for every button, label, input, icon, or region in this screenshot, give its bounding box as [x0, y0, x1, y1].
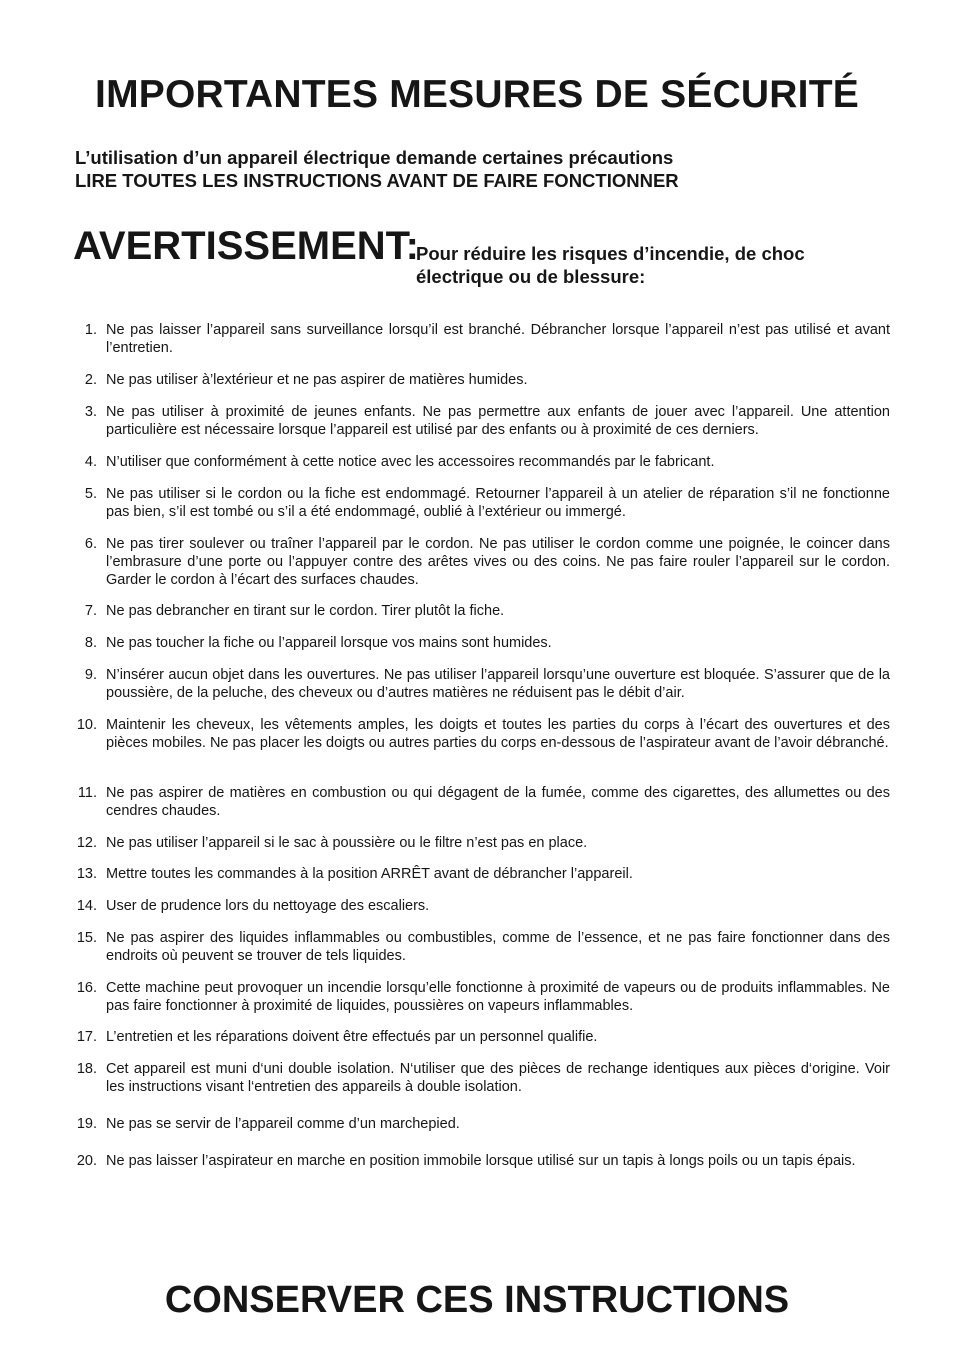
page-title: IMPORTANTES MESURES DE SÉCURITÉ	[95, 73, 859, 116]
item-number: 20.	[76, 1153, 97, 1169]
list-item	[60, 403, 890, 439]
warning-line-2: électrique ou de blessure:	[416, 266, 646, 287]
item-number: 19.	[76, 1116, 97, 1132]
item-number: 15.	[76, 930, 97, 946]
list-item	[60, 1152, 890, 1170]
list-item	[60, 1060, 890, 1096]
list-item	[60, 865, 890, 883]
item-text: Cette machine peut provoquer un incendie lorsqu’elle fonctionne à proximité de vapeurs ou de produits inflammables. Ne pas faire fonctionner à proximité de liquides, poussières on vapeurs inflammables.	[106, 980, 890, 1015]
list-item	[60, 716, 890, 752]
item-number: 4.	[84, 454, 97, 470]
list-item	[60, 634, 890, 652]
item-text: Mettre toutes les commandes à la position ARRÊT avant de débrancher l’appareil.	[106, 866, 633, 882]
intro-block	[75, 146, 679, 192]
item-number: 18.	[76, 1061, 97, 1077]
item-number: 13.	[76, 866, 97, 882]
list-item	[60, 666, 890, 702]
item-text: N’utiliser que conformément à cette notice avec les accessoires recommandés par le fabricant.	[106, 454, 715, 470]
item-text: Ne pas tirer soulever ou traîner l’appareil par le cordon. Ne pas utiliser le cordon comme une poignée, le coincer dans l’embrasure d’une porte ou l’appuyer contre des arêtes vives ou des coins. Ne pas faire rouler l’appareil sur le cordon. Garder le cordon à l’écart des surfaces chaudes.	[106, 536, 890, 589]
item-text: Ne pas utiliser si le cordon ou la fiche est endommagé. Retourner l’appareil à un atelier de réparation s’il ne fonctionne pas bien, s’il est tombé ou s’il a été endommagé, oublié à l’extérieur ou immergé.	[106, 486, 890, 521]
warning-label: AVERTISSEMENT:	[73, 224, 419, 268]
item-text: N’insérer aucun objet dans les ouvertures. Ne pas utiliser l’appareil lorsqu’une ouverture est bloquée. S’assurer que de la poussière, de la peluche, des cheveux ou d’autres matières ne réduisent pas le débit d’air.	[106, 667, 890, 702]
item-number: 14.	[76, 898, 97, 914]
item-text: Ne pas debrancher en tirant sur le cordon. Tirer plutôt la fiche.	[106, 603, 505, 619]
item-text: Ne pas toucher la fiche ou l’appareil lorsque vos mains sont humides.	[106, 635, 552, 651]
footer-heading: CONSERVER CES INSTRUCTIONS	[164, 1279, 790, 1321]
item-text: Maintenir les cheveux, les vêtements amples, les doigts et toutes les parties du corps à l’écart des ouvertures et des pièces mobiles. Ne pas placer les doigts ou autres parties du corps en-dessous de l’aspirateur avant de l’avoir débranché.	[106, 717, 890, 752]
item-number: 9.	[84, 667, 97, 683]
list-item	[60, 321, 890, 357]
item-text: Ne pas utiliser l’appareil si le sac à poussière ou le filtre n’est pas en place.	[106, 835, 588, 851]
item-number: 16.	[76, 980, 97, 996]
item-text: Ne pas se servir de l’appareil comme d’un marchepied.	[106, 1116, 460, 1132]
intro-line-2: LIRE TOUTES LES INSTRUCTIONS AVANT DE FAIRE FONCTIONNER	[75, 170, 679, 191]
item-number: 7.	[84, 603, 97, 619]
item-text: L’entretien et les réparations doivent être effectués par un personnel qualifie.	[106, 1029, 598, 1045]
item-number: 5.	[84, 486, 97, 502]
item-text: Ne pas utiliser à’lextérieur et ne pas aspirer de matières humides.	[106, 372, 528, 388]
item-text: User de prudence lors du nettoyage des escaliers.	[106, 898, 430, 914]
list-item	[60, 784, 890, 820]
item-number: 10.	[76, 717, 97, 733]
item-text: Ne pas laisser l’aspirateur en marche en position immobile lorsque utilisé sur un tapis à longs poils ou un tapis épais.	[106, 1153, 856, 1169]
item-number: 8.	[84, 635, 97, 651]
list-item	[60, 979, 890, 1015]
warning-line-1: Pour réduire les risques d’incendie, de choc	[416, 243, 805, 264]
item-number: 17.	[76, 1029, 97, 1045]
item-text: Ne pas aspirer de matières en combustion ou qui dégagent de la fumée, comme des cigarettes, des allumettes ou des cendres chaudes.	[106, 785, 890, 820]
item-number: 6.	[84, 536, 97, 552]
item-text: Ne pas laisser l’appareil sans surveillance lorsqu’il est branché. Débrancher lorsque l’appareil n’est pas utilisé et avant l’entretien.	[106, 322, 890, 357]
warning-text	[416, 242, 805, 288]
list-item	[60, 535, 890, 590]
list-item	[60, 1115, 890, 1133]
list-item	[60, 485, 890, 521]
list-item	[60, 453, 890, 471]
item-text: Ne pas aspirer des liquides inflammables ou combustibles, comme de l’essence, et ne pas faire fonctionner dans des endroits où peuvent se trouver de tels liquides.	[106, 930, 890, 965]
item-number: 11.	[77, 785, 97, 801]
item-number: 12.	[76, 835, 97, 851]
list-item	[60, 897, 890, 915]
item-text: Cet appareil est muni d‘uni double isolation. N‘utiliser que des pièces de rechange identiques aux pièces d‘origine. Voir les instructions visant l‘entretien des appareils à double isolation.	[106, 1061, 890, 1096]
item-number: 1.	[84, 322, 97, 338]
list-item	[60, 929, 890, 965]
intro-line-1: L’utilisation d’un appareil électrique demande certaines précautions	[75, 147, 674, 168]
item-number: 2.	[84, 372, 97, 388]
list-item	[60, 834, 890, 852]
list-item	[60, 602, 890, 620]
item-number: 3.	[84, 404, 97, 420]
item-text: Ne pas utiliser à proximité de jeunes enfants. Ne pas permettre aux enfants de jouer avec l’appareil. Une attention particulière est nécessaire lorsque l’appareil est utilisé par des enfants ou à proximité de ces derniers.	[106, 404, 890, 439]
list-item	[60, 371, 890, 389]
list-item	[60, 1028, 890, 1046]
